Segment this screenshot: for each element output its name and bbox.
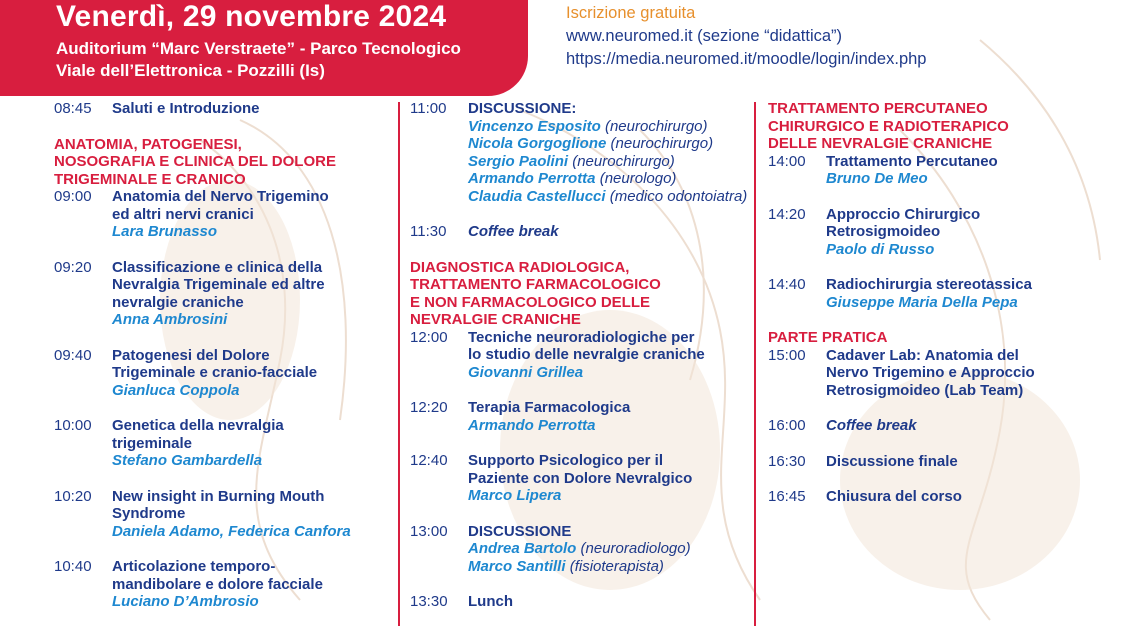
program-item: 14:40 Radiochirurgia stereotassica Giuseppe Maria Della Pepa: [768, 276, 1138, 311]
event-venue: [56, 38, 461, 82]
program-item: 16:30 Discussione finale: [768, 453, 1138, 471]
program-item: 12:00 Tecniche neuroradiologiche per lo studio delle nevralgie craniche Giovanni Grillea: [410, 329, 750, 382]
speaker-name: Marco Lipera: [468, 487, 562, 504]
section-heading: TRATTAMENTO PERCUTANEO CHIRURGICO E RADIOTERAPICO DELLE NEVRALGIE CRANICHE: [768, 100, 1009, 152]
talk-title: Classificazione e clinica della Nevralgia Trigeminale ed altre nevralgie craniche: [112, 258, 325, 311]
program-item: 12:20 Terapia Farmacologica Armando Perrotta: [410, 399, 750, 434]
program-item: 14:20 Approccio Chirurgico Retrosigmoideo Paolo di Russo: [768, 206, 1138, 259]
talk-title: Coffee break: [826, 417, 917, 434]
program-item: 16:00 Coffee break: [768, 417, 1138, 435]
talk-title: Anatomia del Nervo Trigemino ed altri nervi cranici: [112, 188, 329, 223]
speaker-name: Gianluca Coppola: [112, 381, 240, 399]
talk-title: Supporto Psicologico per il Paziente con Dolore Nevralgico: [468, 452, 693, 487]
section-heading: PARTE PRATICA: [768, 329, 888, 346]
speaker-name: Bruno De Meo: [826, 170, 928, 187]
registration-url-link[interactable]: https://media.neuromed.it/moodle/login/index.php: [566, 50, 927, 68]
talk-title: Coffee break: [468, 223, 559, 240]
speaker-name: Paolo di Russo: [826, 240, 935, 258]
event-date: Venerdì, 29 novembre 2024: [56, 0, 447, 33]
program-column-2: [410, 100, 750, 611]
talk-title: Chiusura del corso: [826, 488, 962, 505]
program-item: 12:40 Supporto Psicologico per il Paziente con Dolore Nevralgico Marco Lipera: [410, 452, 750, 505]
talk-title: DISCUSSIONE: [468, 522, 572, 540]
speaker-name: Luciano D’Ambrosio: [112, 593, 259, 610]
talk-title: Radiochirurgia stereotassica: [826, 276, 1032, 293]
section-heading: ANATOMIA, PATOGENESI, NOSOGRAFIA E CLINICA DEL DOLORE TRIGEMINALE E CRANICO: [54, 135, 336, 188]
talk-title: Trattamento Percutaneo: [826, 152, 998, 170]
speaker-name: Lara Brunasso: [112, 223, 218, 240]
program-item: 09:20 Classificazione e clinica della Nevralgia Trigeminale ed altre nevralgie craniche Anna Ambrosini: [54, 259, 394, 329]
program-item: 11:30 Coffee break: [410, 223, 750, 241]
program-item: 16:45 Chiusura del corso: [768, 488, 1138, 506]
talk-title: New insight in Burning Mouth Syndrome: [112, 487, 325, 522]
column-divider: [398, 102, 400, 626]
program-column-3: [768, 100, 1138, 506]
program-item: [54, 100, 394, 118]
speaker-name: Giovanni Grillea: [468, 363, 584, 381]
program-item: 15:00 Cadaver Lab: Anatomia del Nervo Trigemino e Approccio Retrosigmoideo (Lab Team): [768, 347, 1138, 400]
talk-title: Approccio Chirurgico Retrosigmoideo: [826, 205, 981, 240]
section-heading: DIAGNOSTICA RADIOLOGICA, TRATTAMENTO FARMACOLOGICO E NON FARMACOLOGICO DELLE NEVRALGIE CRANICHE: [410, 258, 661, 328]
program-item: 14:00 Trattamento Percutaneo Bruno De Meo: [768, 153, 1138, 188]
venue-line: Viale dell’Elettronica - Pozzilli (Is): [56, 61, 325, 80]
registration-title: Iscrizione gratuita: [566, 4, 696, 22]
talk-title: DISCUSSIONE:: [468, 100, 577, 117]
time-label: 08:45: [54, 100, 92, 117]
venue-line: Auditorium “Marc Verstraete” - Parco Tecnologico: [56, 39, 461, 58]
talk-title: Cadaver Lab: Anatomia del Nervo Trigemino e Approccio Retrosigmoideo (Lab Team): [826, 346, 1035, 399]
column-divider: [754, 102, 756, 626]
speaker-name: Daniela Adamo, Federica Canfora: [112, 522, 351, 540]
talk-title: Lunch: [468, 593, 513, 610]
registration-site-link[interactable]: www.neuromed.it (sezione “didattica”): [566, 27, 843, 45]
talk-title: Tecniche neuroradiologiche per lo studio delle nevralgie craniche: [468, 328, 705, 363]
speaker-name: Armando Perrotta: [468, 416, 596, 434]
talk-title: Genetica della nevralgia trigeminale: [112, 417, 284, 452]
program-item: 13:30 Lunch: [410, 593, 750, 611]
registration-info: [566, 2, 926, 71]
program-item: 09:40 Patogenesi del Dolore Trigeminale e cranio-facciale Gianluca Coppola: [54, 347, 394, 400]
discussion-item: 13:00 DISCUSSIONE Andrea Bartolo (neuroradiologo) Marco Santilli (fisioterapista): [410, 523, 750, 576]
program-column-1: [54, 100, 394, 611]
program-item: 09:00 Anatomia del Nervo Trigemino ed altri nervi cranici Lara Brunasso: [54, 188, 394, 241]
speaker-name: Giuseppe Maria Della Pepa: [826, 293, 1018, 311]
talk-title: Discussione finale: [826, 452, 958, 470]
talk-title: Saluti e Introduzione: [112, 100, 260, 117]
talk-title: Terapia Farmacologica: [468, 399, 631, 416]
talk-title: Patogenesi del Dolore Trigeminale e cranio-facciale: [112, 346, 318, 381]
program-item: 10:40 Articolazione temporo- mandibolare e dolore facciale Luciano D’Ambrosio: [54, 558, 394, 611]
talk-title: Articolazione temporo- mandibolare e dolore facciale: [112, 558, 323, 593]
speaker-name: Anna Ambrosini: [112, 311, 228, 328]
speaker-name: Stefano Gambardella: [112, 452, 263, 469]
program-item: 10:00 Genetica della nevralgia trigeminale Stefano Gambardella: [54, 417, 394, 470]
program-item: 10:20 New insight in Burning Mouth Syndrome Daniela Adamo, Federica Canfora: [54, 488, 394, 541]
discussion-item: 11:00 DISCUSSIONE: Vincenzo Esposito (neurochirurgo) Nicola Gorgoglione (neurochirurgo) Sergio Paolini (neurochirurgo) Armando Perrotta (neurologo) Claudia Castellucci (medico odontoiatra): [410, 100, 750, 205]
